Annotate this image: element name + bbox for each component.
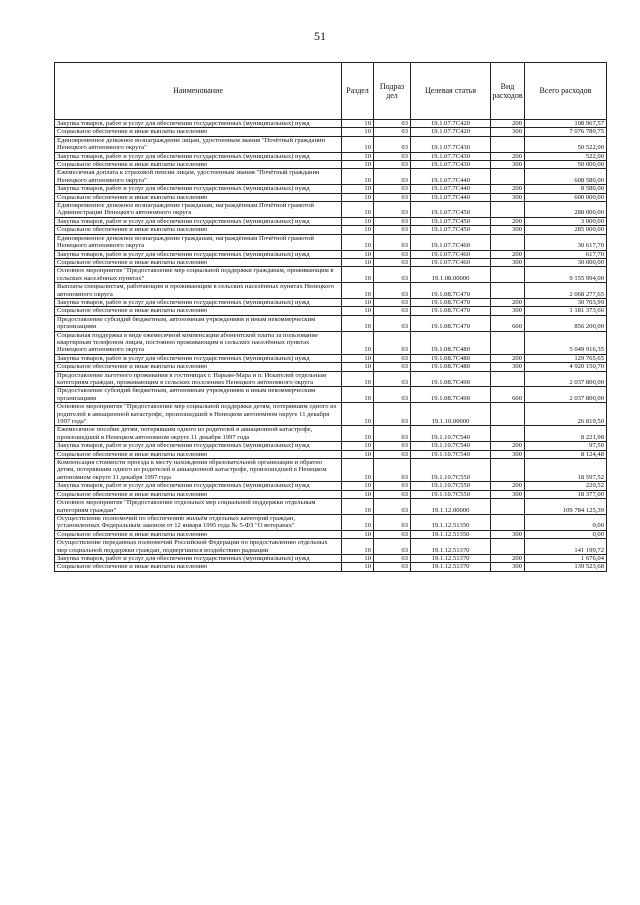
row-subsection-cell: 03: [374, 120, 411, 128]
row-subsection-cell: 03: [374, 226, 411, 234]
row-section-cell: 10: [342, 298, 374, 306]
row-total-cell: 8 580,00: [525, 185, 607, 193]
row-subsection-cell: 03: [374, 152, 411, 160]
table-row: [55, 514, 607, 530]
row-article-cell: 19.1.12.51370: [411, 539, 491, 555]
table-row: [55, 258, 607, 266]
row-section-cell: 10: [342, 258, 374, 266]
table-row: [55, 128, 607, 136]
table-row: [55, 267, 607, 283]
table-row: [55, 217, 607, 225]
table-row: [55, 371, 607, 387]
row-total-cell: 129 765,65: [525, 354, 607, 362]
table-row: [55, 193, 607, 201]
row-subsection-cell: 03: [374, 530, 411, 538]
row-subsection-cell: 03: [374, 499, 411, 515]
table-row: [55, 539, 607, 555]
table-body: [55, 120, 607, 572]
row-expense-type-cell: [491, 202, 525, 218]
row-total-cell: 30 703,99: [525, 298, 607, 306]
row-name-cell: Закупка товаров, работ и услуг для обеспечения государственных (муниципальных) нужд: [55, 554, 342, 562]
row-total-cell: 108 967,57: [525, 120, 607, 128]
row-total-cell: 3 000,00: [525, 217, 607, 225]
row-section-cell: 10: [342, 530, 374, 538]
row-article-cell: 19.1.07.7С460: [411, 250, 491, 258]
row-name-cell: Закупка товаров, работ и услуг для обеспечения государственных (муниципальных) нужд: [55, 250, 342, 258]
row-total-cell: 18 597,52: [525, 459, 607, 482]
row-total-cell: 26 819,50: [525, 403, 607, 426]
row-section-cell: 10: [342, 128, 374, 136]
row-name-cell: Основное мероприятие "Предоставление мер социальной поддержки детям, потерявшим одного из родителей в авиационной катастрофе, произошедшей в Ненецком автономном округе 11 декабря 1997 года": [55, 403, 342, 426]
row-total-cell: 50 522,00: [525, 136, 607, 152]
row-expense-type-cell: [491, 331, 525, 354]
row-section-cell: 10: [342, 234, 374, 250]
row-article-cell: 19.1.10.7С550: [411, 459, 491, 482]
row-subsection-cell: 03: [374, 482, 411, 490]
row-subsection-cell: 03: [374, 185, 411, 193]
row-subsection-cell: 03: [374, 250, 411, 258]
row-expense-type-cell: 300: [491, 161, 525, 169]
table-row: [55, 354, 607, 362]
row-subsection-cell: 03: [374, 169, 411, 185]
row-subsection-cell: 03: [374, 258, 411, 266]
table-row: [55, 387, 607, 403]
row-section-cell: 10: [342, 490, 374, 498]
row-article-cell: 19.1.10.7С540: [411, 426, 491, 442]
row-total-cell: 50 000,00: [525, 161, 607, 169]
row-total-cell: 288 000,00: [525, 202, 607, 218]
row-article-cell: 19.1.10.00000: [411, 403, 491, 426]
row-total-cell: 9 155 994,00: [525, 267, 607, 283]
row-article-cell: 19.1.07.7С440: [411, 193, 491, 201]
row-section-cell: 10: [342, 161, 374, 169]
row-subsection-cell: 03: [374, 459, 411, 482]
row-article-cell: 19.1.07.7С450: [411, 226, 491, 234]
row-subsection-cell: 03: [374, 442, 411, 450]
row-total-cell: 2 037 800,00: [525, 387, 607, 403]
table-row: [55, 442, 607, 450]
row-expense-type-cell: 200: [491, 482, 525, 490]
row-article-cell: 19.1.10.7С550: [411, 490, 491, 498]
row-article-cell: 19.1.08.7С480: [411, 331, 491, 354]
row-name-cell: Ежемесячная доплата к страховой пенсии лицам, удостоенным звания "Почётный гражданин Ненецкого автономного округа": [55, 169, 342, 185]
row-expense-type-cell: [491, 371, 525, 387]
row-article-cell: 19.1.07.7С420: [411, 120, 491, 128]
row-article-cell: 19.1.08.7С480: [411, 354, 491, 362]
row-section-cell: 10: [342, 426, 374, 442]
row-article-cell: 19.1.07.7С430: [411, 161, 491, 169]
row-subsection-cell: 03: [374, 387, 411, 403]
row-name-cell: Предоставление льготного проживания в гостиницах г. Нарьян-Мара и п. Искателей отдельным категориям граждан, проживающим в сельских поселениях Ненецкого автономного округа: [55, 371, 342, 387]
row-section-cell: 10: [342, 185, 374, 193]
row-article-cell: 19.1.08.7С470: [411, 315, 491, 331]
row-name-cell: Социальная поддержка в виде ежемесячной компенсации абонентской платы за пользование квартирным телефоном лицам, постоянно проживающим в сельских населённых пунктах Ненецкого автономного округа: [55, 331, 342, 354]
row-total-cell: 5 049 916,35: [525, 331, 607, 354]
table-row: [55, 234, 607, 250]
row-subsection-cell: 03: [374, 563, 411, 571]
row-total-cell: 4 920 150,70: [525, 363, 607, 371]
row-subsection-cell: 03: [374, 234, 411, 250]
row-name-cell: Предоставление субсидий бюджетным, автономным учреждениям и иным некоммерческим организациям: [55, 387, 342, 403]
row-section-cell: 10: [342, 217, 374, 225]
row-article-cell: 19.1.07.7С450: [411, 217, 491, 225]
row-subsection-cell: 03: [374, 450, 411, 458]
row-section-cell: 10: [342, 120, 374, 128]
row-total-cell: 0,00: [525, 530, 607, 538]
row-subsection-cell: 03: [374, 307, 411, 315]
row-total-cell: 30 000,00: [525, 258, 607, 266]
table-row: [55, 403, 607, 426]
row-section-cell: 10: [342, 283, 374, 299]
row-section-cell: 10: [342, 554, 374, 562]
column-header-target-article: Целевая статья: [411, 63, 491, 120]
row-section-cell: 10: [342, 193, 374, 201]
row-article-cell: 19.1.10.7С540: [411, 442, 491, 450]
row-expense-type-cell: [491, 514, 525, 530]
row-subsection-cell: 03: [374, 315, 411, 331]
row-subsection-cell: 03: [374, 354, 411, 362]
row-section-cell: 10: [342, 363, 374, 371]
expenditure-table: [54, 62, 607, 572]
row-section-cell: 10: [342, 152, 374, 160]
row-name-cell: Социальное обеспечение и иные выплаты населению: [55, 490, 342, 498]
row-expense-type-cell: 200: [491, 442, 525, 450]
table-row: [55, 331, 607, 354]
row-article-cell: 19.1.07.7С460: [411, 258, 491, 266]
table-row: [55, 185, 607, 193]
row-total-cell: 1 676,04: [525, 554, 607, 562]
row-subsection-cell: 03: [374, 193, 411, 201]
row-article-cell: 19.1.08.7С470: [411, 307, 491, 315]
row-article-cell: 19.1.07.7С460: [411, 234, 491, 250]
row-expense-type-cell: 200: [491, 152, 525, 160]
row-section-cell: 10: [342, 563, 374, 571]
row-section-cell: 10: [342, 354, 374, 362]
row-name-cell: Социальное обеспечение и иные выплаты населению: [55, 193, 342, 201]
table-row: [55, 120, 607, 128]
row-name-cell: Единовременное денежное вознаграждение гражданам, награждённым Почётной грамотой Ненецкого автономного округа: [55, 234, 342, 250]
row-article-cell: 19.1.08.00000: [411, 267, 491, 283]
row-total-cell: 285 000,00: [525, 226, 607, 234]
row-section-cell: 10: [342, 169, 374, 185]
row-subsection-cell: 03: [374, 426, 411, 442]
row-expense-type-cell: [491, 267, 525, 283]
row-expense-type-cell: 200: [491, 185, 525, 193]
row-subsection-cell: 03: [374, 283, 411, 299]
row-expense-type-cell: 300: [491, 226, 525, 234]
row-name-cell: Закупка товаров, работ и услуг для обеспечения государственных (муниципальных) нужд: [55, 354, 342, 362]
table-row: [55, 490, 607, 498]
column-header-total: Всего расходов: [525, 63, 607, 120]
row-section-cell: 10: [342, 307, 374, 315]
row-expense-type-cell: 300: [491, 258, 525, 266]
row-total-cell: 109 784 125,39: [525, 499, 607, 515]
row-section-cell: 10: [342, 202, 374, 218]
row-name-cell: Социальное обеспечение и иные выплаты населению: [55, 307, 342, 315]
row-article-cell: 19.1.08.7С470: [411, 298, 491, 306]
row-name-cell: Социальное обеспечение и иные выплаты населению: [55, 363, 342, 371]
row-name-cell: Социальное обеспечение и иные выплаты населению: [55, 226, 342, 234]
row-expense-type-cell: 600: [491, 315, 525, 331]
row-expense-type-cell: 300: [491, 307, 525, 315]
row-name-cell: Ежемесячное пособие детям, потерявшим одного из родителей в авиационной катастрофе, произошедшей в Ненецком автономном округе 11 декабря 1997 года: [55, 426, 342, 442]
table-row: [55, 307, 607, 315]
row-total-cell: 8 124,48: [525, 450, 607, 458]
row-expense-type-cell: 200: [491, 217, 525, 225]
row-total-cell: 2 037 800,00: [525, 371, 607, 387]
row-name-cell: Закупка товаров, работ и услуг для обеспечения государственных (муниципальных) нужд: [55, 298, 342, 306]
row-expense-type-cell: 300: [491, 363, 525, 371]
row-total-cell: 0,00: [525, 514, 607, 530]
row-expense-type-cell: [491, 539, 525, 555]
table-row: [55, 136, 607, 152]
row-article-cell: 19.1.12.00000: [411, 499, 491, 515]
row-name-cell: Выплаты специалистам, работающим и проживающим в сельских населённых пунктах Ненецкого автономного округа: [55, 283, 342, 299]
row-name-cell: Закупка товаров, работ и услуг для обеспечения государственных (муниципальных) нужд: [55, 185, 342, 193]
row-section-cell: 10: [342, 482, 374, 490]
row-expense-type-cell: 300: [491, 193, 525, 201]
row-section-cell: 10: [342, 371, 374, 387]
column-header-section: Раздел: [342, 63, 374, 120]
page-number: 51: [314, 29, 326, 43]
column-header-expense-type: Вид расходов: [491, 63, 525, 120]
row-total-cell: 220,52: [525, 482, 607, 490]
row-name-cell: Закупка товаров, работ и услуг для обеспечения государственных (муниципальных) нужд: [55, 442, 342, 450]
row-section-cell: 10: [342, 331, 374, 354]
row-section-cell: 10: [342, 250, 374, 258]
row-article-cell: 19.1.07.7С440: [411, 185, 491, 193]
row-total-cell: 18 377,00: [525, 490, 607, 498]
row-expense-type-cell: 200: [491, 120, 525, 128]
row-expense-type-cell: 300: [491, 450, 525, 458]
table-row: [55, 499, 607, 515]
row-name-cell: Закупка товаров, работ и услуг для обеспечения государственных (муниципальных) нужд: [55, 482, 342, 490]
row-name-cell: Социальное обеспечение и иные выплаты населению: [55, 128, 342, 136]
row-expense-type-cell: [491, 499, 525, 515]
row-total-cell: 617,70: [525, 250, 607, 258]
row-total-cell: 522,00: [525, 152, 607, 160]
row-section-cell: 10: [342, 539, 374, 555]
row-expense-type-cell: [491, 426, 525, 442]
row-section-cell: 10: [342, 315, 374, 331]
table-row: [55, 250, 607, 258]
table-row: [55, 283, 607, 299]
row-section-cell: 10: [342, 514, 374, 530]
row-article-cell: 19.1.08.7С470: [411, 283, 491, 299]
row-name-cell: Предоставление субсидий бюджетным, автономным учреждениям и иным некоммерческим организациям: [55, 315, 342, 331]
row-article-cell: 19.1.12.51350: [411, 530, 491, 538]
row-article-cell: 19.1.07.7С420: [411, 128, 491, 136]
row-expense-type-cell: [491, 459, 525, 482]
row-subsection-cell: 03: [374, 371, 411, 387]
row-total-cell: 141 199,72: [525, 539, 607, 555]
row-subsection-cell: 03: [374, 161, 411, 169]
table-row: [55, 161, 607, 169]
row-total-cell: 856 200,00: [525, 315, 607, 331]
row-section-cell: 10: [342, 387, 374, 403]
row-section-cell: 10: [342, 499, 374, 515]
row-article-cell: 19.1.08.7С490: [411, 371, 491, 387]
row-section-cell: 10: [342, 459, 374, 482]
row-article-cell: 19.1.07.7С450: [411, 202, 491, 218]
row-article-cell: 19.1.10.7С540: [411, 450, 491, 458]
row-total-cell: 139 523,68: [525, 563, 607, 571]
row-subsection-cell: 03: [374, 136, 411, 152]
row-name-cell: Закупка товаров, работ и услуг для обеспечения государственных (муниципальных) нужд: [55, 152, 342, 160]
row-expense-type-cell: 200: [491, 554, 525, 562]
row-subsection-cell: 03: [374, 514, 411, 530]
row-expense-type-cell: [491, 283, 525, 299]
row-article-cell: 19.1.08.7С490: [411, 387, 491, 403]
table-row: [55, 450, 607, 458]
table-row: [55, 459, 607, 482]
row-name-cell: Осуществление переданных полномочий Российской Федерации по предоставлению отдельных мер социальной поддержки граждан, подвергшихся воздействию радиации: [55, 539, 342, 555]
row-name-cell: Основное мероприятие "Предоставление мер социальной поддержки гражданам, проживающим в сельских населённых пунктах": [55, 267, 342, 283]
row-expense-type-cell: [491, 169, 525, 185]
row-article-cell: 19.1.12.51370: [411, 554, 491, 562]
row-section-cell: 10: [342, 136, 374, 152]
row-total-cell: 1 181 373,66: [525, 307, 607, 315]
table-row: [55, 169, 607, 185]
row-expense-type-cell: 300: [491, 563, 525, 571]
row-subsection-cell: 03: [374, 554, 411, 562]
row-expense-type-cell: [491, 403, 525, 426]
row-section-cell: 10: [342, 450, 374, 458]
row-section-cell: 10: [342, 267, 374, 283]
row-expense-type-cell: 200: [491, 298, 525, 306]
table-row: [55, 152, 607, 160]
row-name-cell: Социальное обеспечение и иные выплаты населению: [55, 563, 342, 571]
row-name-cell: Социальное обеспечение и иные выплаты населению: [55, 530, 342, 538]
row-subsection-cell: 03: [374, 331, 411, 354]
row-article-cell: 19.1.10.7С550: [411, 482, 491, 490]
row-total-cell: 600 000,00: [525, 193, 607, 201]
row-name-cell: Единовременное денежное вознаграждение гражданам, награждённым Почётной грамотой Администрации Ненецкого автономного округа: [55, 202, 342, 218]
row-expense-type-cell: 300: [491, 530, 525, 538]
row-subsection-cell: 03: [374, 217, 411, 225]
row-expense-type-cell: 200: [491, 354, 525, 362]
table-row: [55, 554, 607, 562]
row-expense-type-cell: [491, 234, 525, 250]
row-subsection-cell: 03: [374, 267, 411, 283]
row-name-cell: Основное мероприятие "Предоставление отдельных мер социальной поддержки отдельным категориям граждан": [55, 499, 342, 515]
table-row: [55, 530, 607, 538]
row-section-cell: 10: [342, 403, 374, 426]
row-name-cell: Закупка товаров, работ и услуг для обеспечения государственных (муниципальных) нужд: [55, 120, 342, 128]
row-name-cell: Социальное обеспечение и иные выплаты населению: [55, 450, 342, 458]
row-section-cell: 10: [342, 442, 374, 450]
row-subsection-cell: 03: [374, 403, 411, 426]
row-total-cell: 8 221,98: [525, 426, 607, 442]
row-total-cell: 2 068 277,65: [525, 283, 607, 299]
row-name-cell: Единовременное денежное вознаграждение лицам, удостоенным звания "Почётный гражданин Ненецкого автономного округа": [55, 136, 342, 152]
row-total-cell: 97,50: [525, 442, 607, 450]
row-name-cell: Закупка товаров, работ и услуг для обеспечения государственных (муниципальных) нужд: [55, 217, 342, 225]
table-row: [55, 426, 607, 442]
row-expense-type-cell: 600: [491, 387, 525, 403]
table-row: [55, 563, 607, 571]
row-article-cell: 19.1.07.7С430: [411, 136, 491, 152]
row-subsection-cell: 03: [374, 298, 411, 306]
table-row: [55, 226, 607, 234]
table-row: [55, 363, 607, 371]
row-section-cell: 10: [342, 226, 374, 234]
row-name-cell: Осуществление полномочий по обеспечению жильём отдельных категорий граждан, установленных Федеральным законом от 12 января 1995 года № 5-ФЗ "О ветеранах": [55, 514, 342, 530]
row-subsection-cell: 03: [374, 490, 411, 498]
row-total-cell: 608 580,00: [525, 169, 607, 185]
row-expense-type-cell: 200: [491, 250, 525, 258]
column-header-name: Наименование: [55, 63, 342, 120]
row-name-cell: Социальное обеспечение и иные выплаты населению: [55, 258, 342, 266]
row-subsection-cell: 03: [374, 363, 411, 371]
row-expense-type-cell: [491, 136, 525, 152]
row-article-cell: 19.1.08.7С480: [411, 363, 491, 371]
row-article-cell: 19.1.12.51350: [411, 514, 491, 530]
table-row: [55, 482, 607, 490]
table-header-row: [55, 63, 607, 120]
table-row: [55, 298, 607, 306]
row-expense-type-cell: 300: [491, 490, 525, 498]
column-header-subsection: Подраз дел: [374, 63, 411, 120]
row-name-cell: Компенсация стоимости проезда к месту нахождения образовательной организации и обратно детям, потерявшим одного из родителей в авиационной катастрофе, произошедшей в Ненецком автономном округе 11 декабря 1997 года: [55, 459, 342, 482]
row-subsection-cell: 03: [374, 539, 411, 555]
row-subsection-cell: 03: [374, 202, 411, 218]
row-subsection-cell: 03: [374, 128, 411, 136]
row-article-cell: 19.1.07.7С440: [411, 169, 491, 185]
table-row: [55, 315, 607, 331]
row-total-cell: 7 076 789,75: [525, 128, 607, 136]
row-article-cell: 19.1.07.7С430: [411, 152, 491, 160]
row-article-cell: 19.1.12.51370: [411, 563, 491, 571]
row-total-cell: 30 617,70: [525, 234, 607, 250]
row-expense-type-cell: 300: [491, 128, 525, 136]
row-name-cell: Социальное обеспечение и иные выплаты населению: [55, 161, 342, 169]
table-row: [55, 202, 607, 218]
